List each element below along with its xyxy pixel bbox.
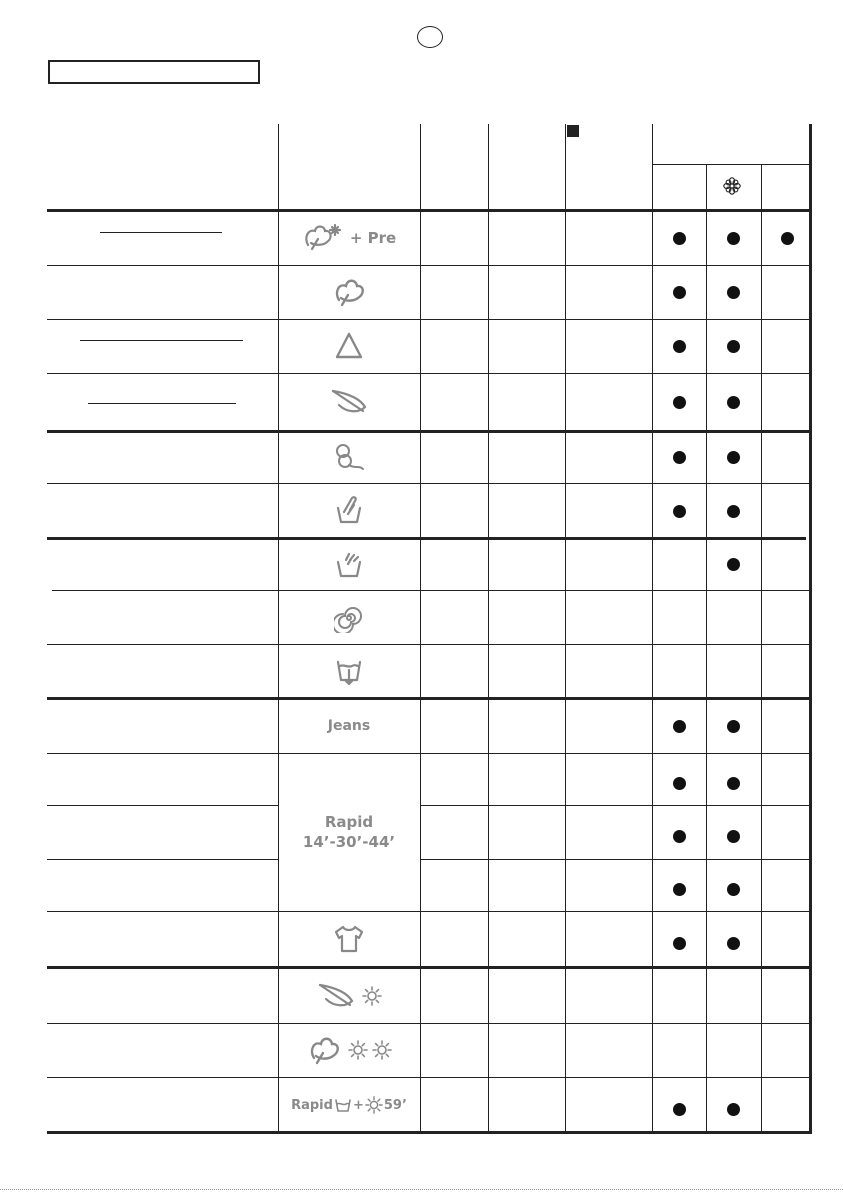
option-dot — [673, 451, 686, 464]
option-dot — [727, 558, 740, 571]
option-dot — [727, 720, 740, 733]
row-divider — [47, 911, 810, 912]
delicates-feather-symbol — [278, 375, 420, 429]
row-divider — [420, 859, 810, 860]
sun-icon — [348, 1040, 368, 1060]
cotton-icon — [306, 1034, 342, 1066]
hand-wash-icon — [334, 494, 364, 526]
drain-icon — [334, 656, 364, 686]
option-dot — [727, 777, 740, 790]
row-divider — [47, 1023, 810, 1024]
country-badge-icon — [417, 26, 443, 48]
option-dot — [727, 286, 740, 299]
row-divider — [47, 859, 278, 860]
shirt-icon — [332, 924, 366, 954]
option-dot — [673, 830, 686, 843]
name-underline — [88, 403, 236, 404]
feather-icon — [316, 981, 356, 1011]
row-divider — [47, 1077, 810, 1078]
row-divider — [47, 373, 810, 374]
option-dot — [727, 451, 740, 464]
option-dot — [727, 1103, 740, 1116]
column-divider — [706, 164, 707, 1132]
option-dot — [727, 232, 740, 245]
rinse-symbol — [278, 540, 420, 590]
column-divider — [488, 124, 489, 1132]
triangle-icon — [334, 331, 364, 361]
spiral-icon — [334, 603, 364, 633]
column-divider — [761, 164, 762, 1132]
name-underline — [80, 340, 243, 341]
column-divider — [565, 124, 566, 1132]
sun-icon — [365, 1096, 383, 1114]
table-bottom-border — [47, 1131, 811, 1134]
sun-icon — [372, 1040, 392, 1060]
cotton-stain-icon — [302, 221, 348, 255]
option-dot — [673, 396, 686, 409]
rapid-text-symbol: Rapid 14’-30’-44’ — [302, 813, 396, 851]
column-divider — [652, 124, 653, 1132]
row-divider — [47, 805, 278, 806]
section-divider — [47, 697, 810, 700]
option-dot — [673, 286, 686, 299]
section-divider — [47, 966, 810, 969]
option-dot — [673, 1103, 686, 1116]
row-divider — [47, 753, 810, 754]
row-divider — [52, 590, 810, 591]
section-divider — [47, 537, 806, 540]
header-subdivider — [652, 164, 810, 165]
wool-yarn-symbol — [278, 432, 420, 482]
option-dot — [727, 396, 740, 409]
option-dot — [727, 505, 740, 518]
flower-icon — [722, 176, 742, 196]
option-dot — [673, 505, 686, 518]
cotton-symbol — [278, 266, 420, 318]
option-dot — [727, 340, 740, 353]
row-divider — [420, 805, 810, 806]
row-divider — [47, 319, 810, 320]
spin-spiral-symbol — [278, 592, 420, 644]
delicates-dry-symbol — [278, 970, 420, 1022]
drain-symbol — [278, 645, 420, 697]
name-underline — [100, 232, 222, 233]
option-dot — [781, 232, 794, 245]
option-dot — [727, 937, 740, 950]
option-dot — [673, 340, 686, 353]
option-dot — [727, 830, 740, 843]
wash-tub-icon — [334, 1097, 352, 1113]
jeans-text-symbol: Jeans — [327, 718, 371, 734]
rinse-icon — [334, 550, 364, 580]
synthetics-triangle-symbol — [278, 320, 420, 372]
black-square-icon — [567, 125, 579, 137]
row-divider — [47, 265, 810, 266]
feather-icon — [329, 387, 369, 417]
option-dot — [727, 883, 740, 896]
option-dot — [673, 777, 686, 790]
section-divider — [47, 209, 810, 212]
hand-wash-symbol — [278, 484, 420, 536]
cotton-icon — [331, 276, 367, 308]
row-divider — [47, 483, 810, 484]
option-dot — [673, 883, 686, 896]
section-title-box — [48, 60, 260, 84]
cotton-dry-symbol — [278, 1024, 420, 1076]
option-dot — [673, 937, 686, 950]
sun-icon — [362, 986, 382, 1006]
section-divider — [47, 430, 810, 433]
wool-icon — [331, 439, 367, 475]
page-bottom-rule — [0, 1189, 843, 1190]
shirt-symbol — [278, 912, 420, 966]
heavy-soiled-prewash-symbol: + Pre — [278, 212, 420, 264]
option-dot — [673, 232, 686, 245]
column-divider — [278, 124, 279, 1132]
rapid-wash-dry-symbol: Rapid + 59’ — [291, 1097, 407, 1113]
option-dot — [673, 720, 686, 733]
row-divider — [47, 644, 810, 645]
column-divider — [420, 124, 421, 1132]
table-right-border — [809, 124, 812, 1134]
